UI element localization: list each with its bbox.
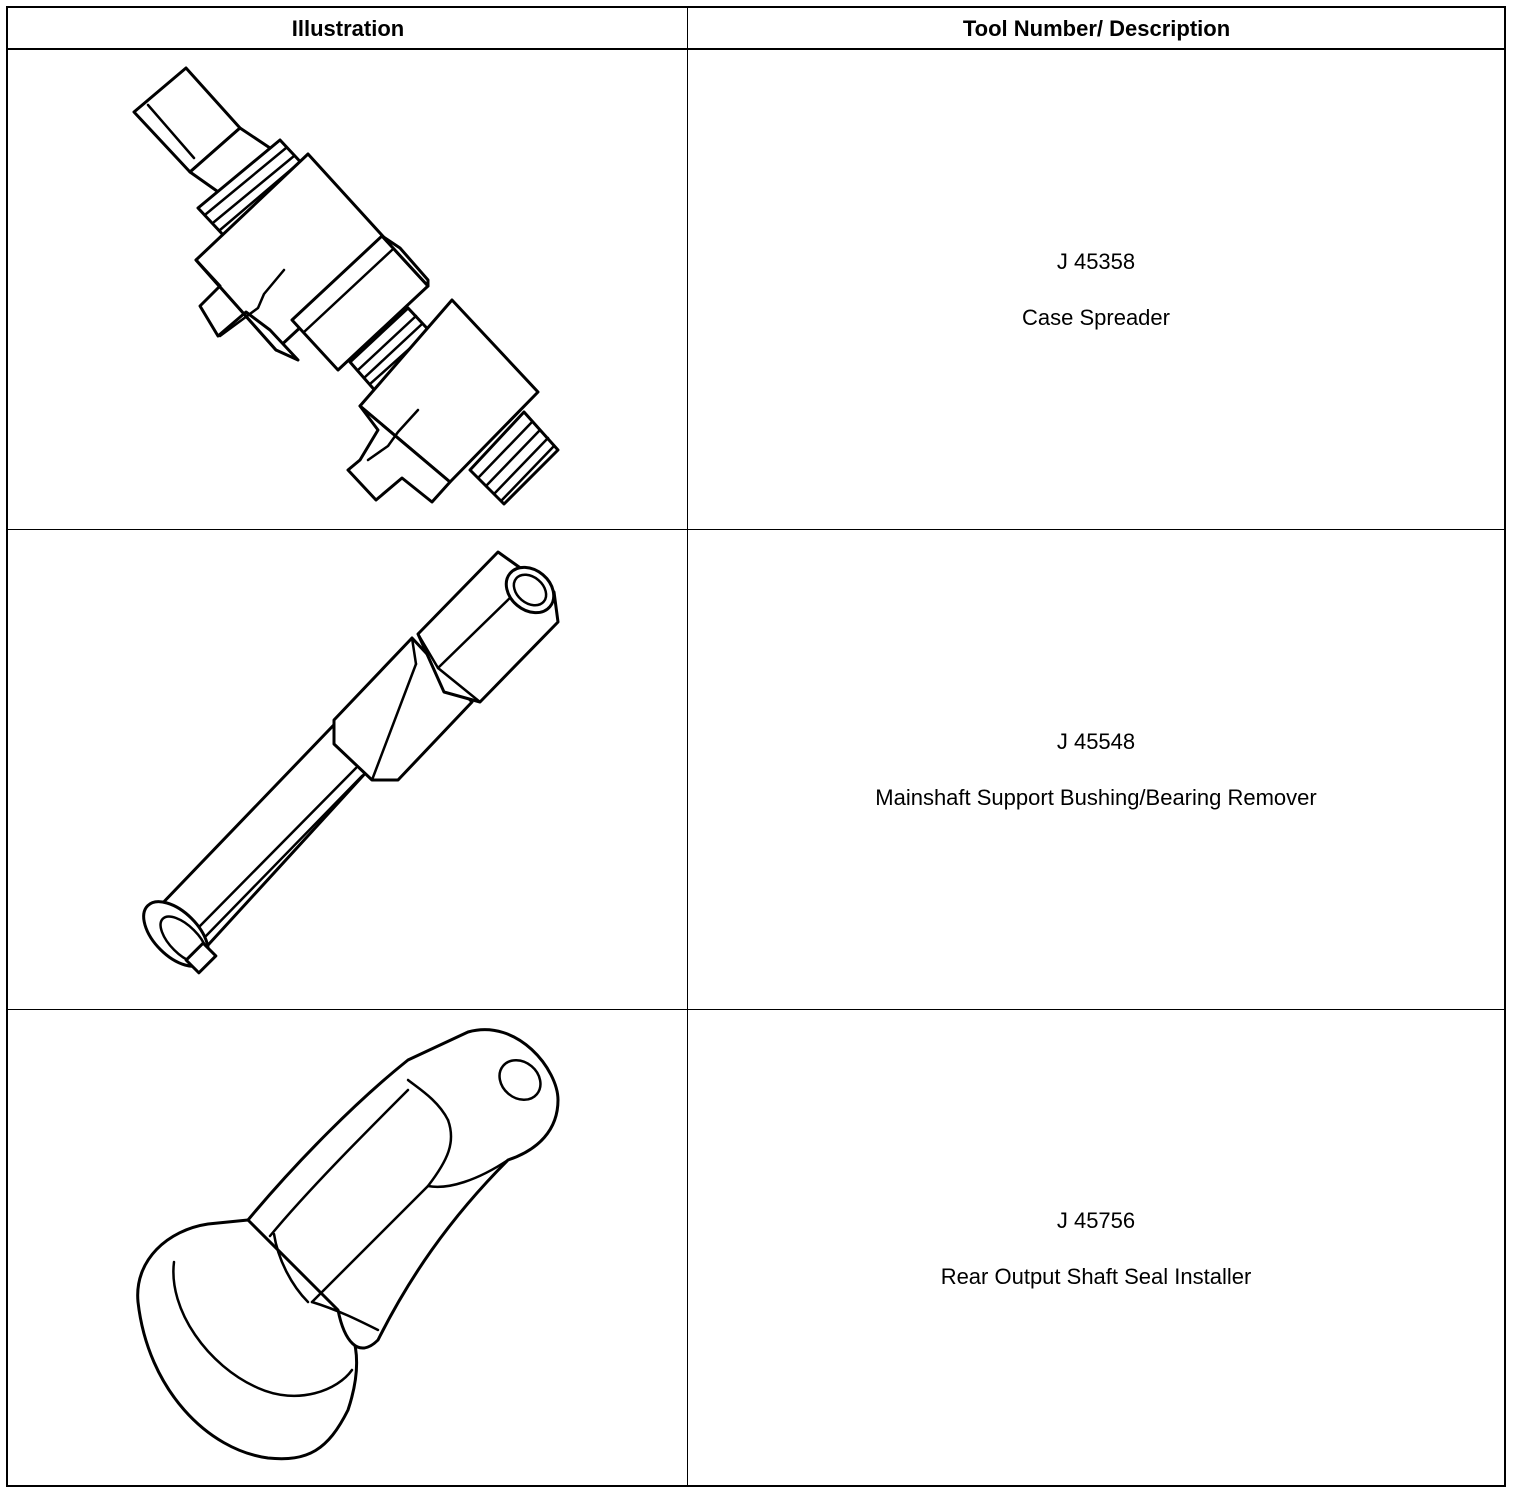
bushing-remover-illustration [8,530,687,1009]
table-row [8,530,1504,1010]
case-spreader-illustration [8,50,687,529]
description-cell [688,50,1504,529]
tool-description: Mainshaft Support Bushing/Bearing Remover [875,784,1317,810]
illustration-cell [8,50,687,529]
illustration-cell [8,530,687,1009]
tool-number: J 45756 [1056,1207,1136,1233]
table-row [8,50,1504,530]
tool-description: Rear Output Shaft Seal Installer [940,1263,1252,1289]
header-description: Tool Number/ Description [962,16,1231,41]
tool-number: J 45548 [1056,728,1136,754]
table-header [8,8,1504,50]
tool-number: J 45358 [1056,248,1136,274]
header-illustration: Illustration [291,16,405,41]
tool-table [6,6,1506,1487]
seal-installer-illustration [8,1010,687,1487]
description-cell [688,1010,1504,1487]
table-row [8,1010,1504,1487]
illustration-cell [8,1010,687,1487]
description-cell [688,530,1504,1009]
tool-description: Case Spreader [1022,304,1170,330]
